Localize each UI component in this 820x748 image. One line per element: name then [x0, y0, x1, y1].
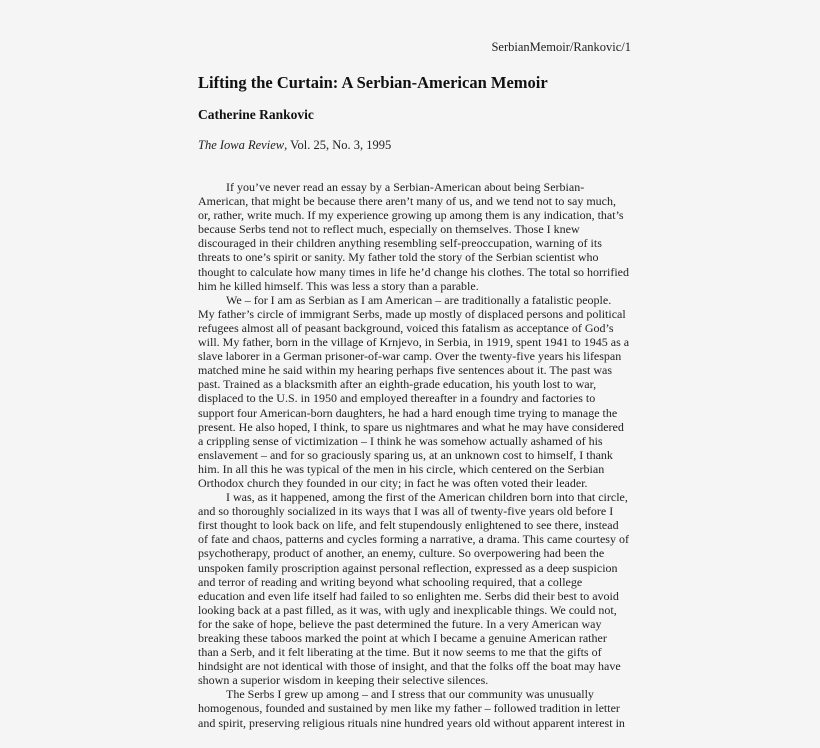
text-line: displaced to the U.S. in 1950 and employed thereafter in a foundry and factories to — [198, 391, 596, 406]
citation-details: , Vol. 25, No. 3, 1995 — [284, 138, 392, 152]
text-line: present. He also hoped, I think, to spare us nightmares and what he may have considered — [198, 419, 624, 434]
text-line: refugees almost all of peasant background, voiced this fatalism as acceptance of God’s — [198, 320, 614, 335]
text-line: shown a superior wisdom in keeping their selective silences. — [198, 673, 489, 688]
text-line: of fate and chaos, patterns and cycles forming a narrative, a drama. This came courtesy of — [198, 532, 629, 547]
text-line: first thought to look back on life, and felt stupendously enlightened to see there, instead — [198, 518, 619, 533]
text-line: slave laborer in a German prisoner-of-war camp. Over the twenty-five years his lifespan — [198, 349, 622, 364]
text-line: My father’s circle of immigrant Serbs, made up mostly of displaced persons and political — [198, 306, 626, 321]
text-line: past. Trained as a blacksmith after an eighth-grade education, his youth lost to war, — [198, 377, 597, 392]
text-line: because Serbs tend not to reflect much, especially on themselves. Those I knew — [198, 222, 580, 237]
text-line: homogenous, founded and sustained by men like my father – followed tradition in letter — [198, 701, 620, 716]
journal-name: The Iowa Review — [198, 138, 285, 152]
body-text — [198, 180, 638, 730]
text-line: a crippling sense of victimization – I think he was somehow actually ashamed of his — [198, 433, 603, 448]
running-header: SerbianMemoir/Rankovic/1 — [491, 40, 631, 54]
text-line: than a Serb, and it felt liberating at the time. But it now seems to me that the gifts of — [198, 645, 602, 660]
text-line: him he killed himself. This was less a story than a parable. — [198, 278, 479, 293]
text-line: matched mine he said within my hearing perhaps five sentences about it. The past was — [198, 363, 612, 378]
text-line: for the sake of hope, believe the past determined the future. In a very American way — [198, 616, 602, 631]
author-name: Catherine Rankovic — [198, 107, 314, 122]
paragraph-first-line: If you’ve never read an essay by a Serbian-American about being Serbian- — [226, 180, 585, 194]
text-line: psychotherapy, product of another, an enemy, culture. So overpowering had been the — [198, 546, 605, 561]
text-line: and so thoroughly socialized in its ways that I was all of twenty-five years old before I — [198, 504, 614, 519]
document-title: Lifting the Curtain: A Serbian-American Memoir — [198, 73, 548, 92]
paragraph-first-line: I was, as it happened, among the first of the American children born into that circle, — [226, 490, 628, 505]
paragraph-first-line: We – for I am as Serbian as I am American – are traditionally a fatalistic people. — [226, 292, 612, 307]
text-line: thought to calculate how many times in life he’d change his clothes. The total so horrified — [198, 264, 629, 279]
text-line: breaking these taboos marked the point at which I became a genuine American rather — [198, 631, 607, 645]
text-line: and terror of reading and writing beyond what schooling required, that a college — [198, 574, 583, 589]
text-line: hindsight are not identical with those of insight, and that the folks off the boat may have — [198, 659, 621, 674]
text-line: or, rather, write much. If my experience growing up among them is any indication, that’s — [198, 208, 624, 223]
text-line: looking back at a past filled, as it was, with ugly and inexplicable things. We could not, — [198, 602, 617, 617]
text-line: education and even life itself had failed to so enlighten me. Serbs did their best to avoid — [198, 588, 619, 603]
text-line: and spirit, preserving religious rituals nine hundred years old without apparent interest in — [198, 715, 625, 730]
text-line: American, that might be because there aren’t many of us, and we tend not to say much, — [198, 194, 616, 209]
text-line: Orthodox church they founded in our city; in fact he was often voted their leader. — [198, 475, 588, 490]
text-line: unspoken family proscription against personal reflection, expressed as a deep suspicion — [198, 560, 618, 575]
text-line: him. In all this he was typical of the men in his circle, which centered on the Serbian — [198, 461, 605, 476]
text-line: enslavement – and for so graciously sparing us, at an unknown cost to himself, I thank — [198, 447, 613, 462]
text-line: discouraged in their children anything resembling self-preoccupation, warning of its — [198, 236, 602, 251]
citation — [198, 138, 391, 153]
text-line: will. My father, born in the village of Krnjevo, in Serbia, in 1919, spent 1941 to 1945 as a — [198, 335, 630, 350]
text-line: threats to one’s spirit or sanity. My father told the story of the Serbian scientist who — [198, 250, 599, 265]
paragraph-first-line: The Serbs I grew up among – and I stress that our community was unusually — [226, 687, 594, 702]
text-line: support four American-born daughters, he had a hard enough time trying to manage the — [198, 405, 618, 420]
